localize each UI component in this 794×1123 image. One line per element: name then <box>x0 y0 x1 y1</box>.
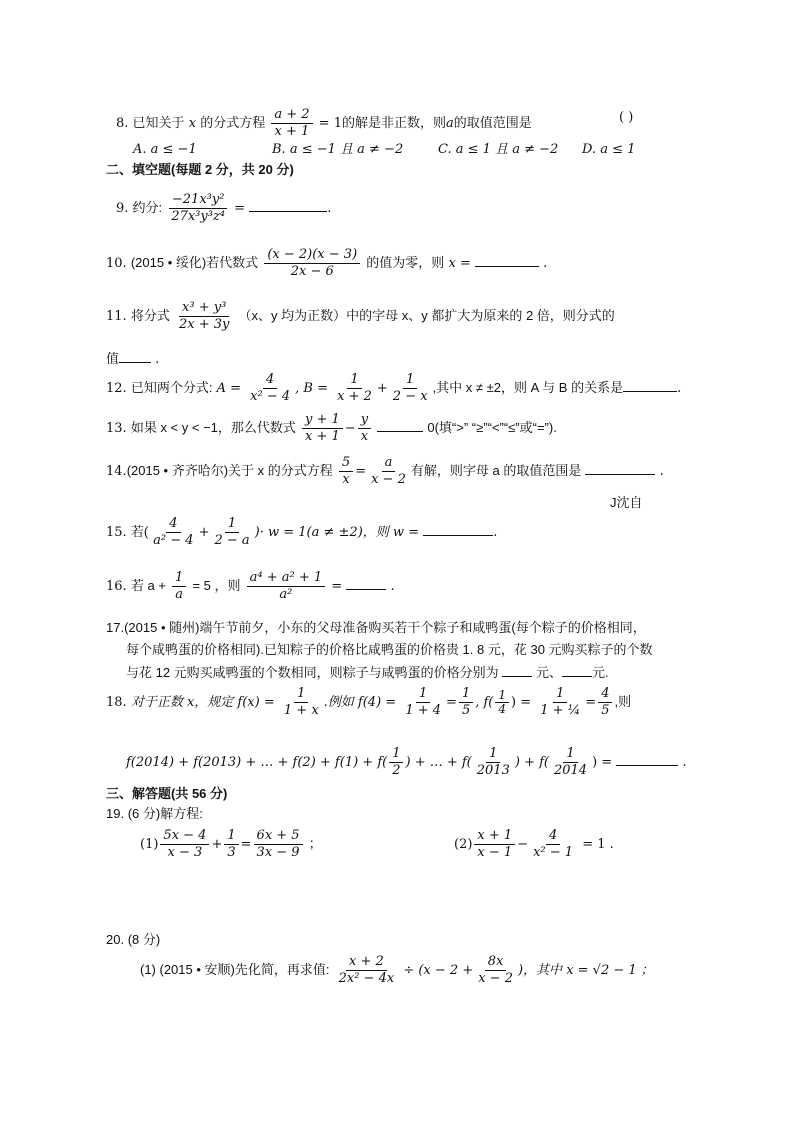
answer-blank[interactable] <box>502 664 532 677</box>
denominator: 2014 <box>553 763 588 778</box>
question-number: 9. <box>116 201 129 216</box>
question-text: 值 <box>106 351 120 366</box>
question-text: 的取值范围是 <box>453 115 532 130</box>
denominator: x − 1 <box>477 845 513 860</box>
operator: − <box>517 837 529 852</box>
question-text: 元、 <box>535 665 562 680</box>
denominator: 2 − a <box>214 533 250 548</box>
fraction <box>402 686 444 719</box>
answer-blank[interactable] <box>119 350 151 363</box>
option-c: C. a ≤ 1 且 a ≠ −2 <box>438 142 559 157</box>
denominator: x + 2 <box>337 389 372 404</box>
numerator: x + 1 <box>474 828 515 845</box>
answer-blank[interactable] <box>585 462 655 475</box>
fraction <box>247 570 326 603</box>
numerator: y + 1 <box>302 412 343 429</box>
question-text: （x、y 均为正数）中的字母 x、y 都扩大为原来的 2 倍，则分式的 <box>238 308 615 323</box>
question-16 <box>106 570 395 603</box>
question-15 <box>106 516 497 549</box>
denominator: 1 + ¼ <box>540 703 581 718</box>
question-11-line2 <box>106 350 159 368</box>
denominator: x + 1 <box>305 429 340 444</box>
fraction <box>474 746 513 779</box>
fraction <box>302 412 343 445</box>
question-20 <box>106 932 160 948</box>
equation-text: A = <box>216 381 242 396</box>
fraction <box>150 516 196 549</box>
numerator: 1 <box>416 686 430 703</box>
equation-text: f(2014) + f(2013) + … + f(2) + f(1) + f( <box>126 755 388 770</box>
variable: x <box>188 116 197 131</box>
question-number: 10. <box>106 256 127 271</box>
question-text: 若( <box>130 524 149 539</box>
punctuation: ； <box>308 837 322 852</box>
denominator: 2x − 6 <box>290 264 334 279</box>
fraction <box>264 247 360 280</box>
fraction <box>475 954 516 987</box>
answer-bracket: ( ) <box>619 110 634 125</box>
equation-text: = <box>234 201 246 216</box>
question-text: (2015 • 绥化)若代数式 <box>130 255 259 270</box>
fraction <box>459 686 473 719</box>
numerator: 1 <box>389 746 403 763</box>
denominator: 1 + x <box>283 703 319 718</box>
equation-text: ) = <box>511 695 532 710</box>
fraction <box>334 372 375 405</box>
question-text: 若 a + <box>130 578 166 593</box>
answer-blank[interactable] <box>475 254 539 267</box>
question-text: ,其中 x ≠ ±2，则 A 与 B 的关系是 <box>432 380 624 395</box>
answer-blank[interactable] <box>623 379 677 392</box>
question-text: 已知两个分式: <box>130 380 213 395</box>
fraction <box>176 300 232 333</box>
question-text: 元. <box>591 665 609 680</box>
numerator: 1 <box>347 372 361 389</box>
denominator: 2013 <box>476 763 510 778</box>
equation-text: ) + f( <box>514 755 549 770</box>
question-8 <box>116 107 532 140</box>
question-number: 20. <box>106 932 125 947</box>
question-19 <box>106 806 203 822</box>
option-d: D. a ≤ 1 <box>582 142 636 157</box>
numerator: x + 2 <box>346 954 387 971</box>
denominator: 27x³y³z⁴ <box>171 209 226 224</box>
fraction <box>474 828 515 861</box>
question-text: 与花 12 元购买咸鸭蛋的个数相同，则粽子与咸鸭蛋的价格分别为 <box>126 665 499 680</box>
denominator: x² − 1 <box>533 845 574 860</box>
denominator: 1 + 4 <box>405 703 442 718</box>
question-17-line2: 每个咸鸭蛋的价格相同).已知粽子的价格比咸鸭蛋的价格贵 1. 8 元，花 30 元购买粽子的个数 <box>126 642 653 657</box>
operator: − <box>344 421 356 436</box>
numerator: a <box>382 455 396 472</box>
denominator: 2x + 3y <box>178 317 230 332</box>
operator: + <box>376 381 388 396</box>
fraction <box>358 412 371 445</box>
answer-blank[interactable] <box>616 753 678 766</box>
denominator: 5 <box>461 703 471 718</box>
question-text: 的解是非正数，则 <box>341 115 446 130</box>
operator: = <box>240 837 252 852</box>
answer-blank[interactable] <box>423 523 493 536</box>
question-number: 17. <box>106 620 125 635</box>
question-text: .例如 f(4) = <box>323 695 397 710</box>
option-b: B. a ≤ −1 且 a ≠ −2 <box>272 142 404 157</box>
denominator: x − 2 <box>478 971 513 986</box>
fraction <box>254 828 303 861</box>
punctuation: . <box>677 381 682 396</box>
question-text: )· w = 1(a ≠ ±2)，则 w = <box>254 525 420 540</box>
part-label: (2) <box>454 837 473 852</box>
numerator: x³ + y³ <box>179 300 229 317</box>
numerator: 4 <box>263 372 277 389</box>
fraction <box>537 686 583 719</box>
denominator: a² − 4 <box>153 533 194 548</box>
denominator: x² − 4 <box>250 389 291 404</box>
denominator: 3x − 9 <box>256 845 300 860</box>
denominator: 2 <box>392 763 401 778</box>
question-text: 如果 x < y < −1，那么代数式 <box>130 420 296 435</box>
punctuation: . <box>493 525 498 540</box>
question-number: 18. <box>106 695 127 710</box>
fraction <box>389 746 403 779</box>
question-number: 13. <box>106 421 127 436</box>
question-text: 约分: <box>132 200 163 215</box>
margin-note: J沈自 <box>610 495 643 510</box>
question-text: (2015 • 随州)端午节前夕，小东的父母准备购买若干个粽子和咸鸭蛋(每个粽子的价格相同， <box>124 620 646 635</box>
question-text: (1) (2015 • 安顺)先化简，再求值: <box>140 962 330 977</box>
numerator: 8x <box>485 954 507 971</box>
fraction <box>368 455 409 488</box>
question-14 <box>106 455 664 488</box>
punctuation: . <box>390 579 395 594</box>
numerator: 1 <box>486 746 500 763</box>
question-17 <box>106 620 646 636</box>
numerator: 5x − 4 <box>160 828 209 845</box>
fraction <box>339 455 353 488</box>
numerator: 1 <box>563 746 577 763</box>
question-text: 0(填“>” “≥”“<”“≤”或“=”). <box>427 420 557 435</box>
question-number: 12. <box>106 381 127 396</box>
operator: + <box>198 525 210 540</box>
question-text: = 5 ，则 <box>192 578 241 593</box>
question-number: 14. <box>106 464 127 479</box>
numerator: 1 <box>495 689 509 703</box>
part-label: (1) <box>140 837 159 852</box>
denominator: a² <box>279 587 293 602</box>
numerator: 6x + 5 <box>254 828 303 845</box>
question-text: 的分式方程 <box>200 115 266 130</box>
numerator: 1 <box>459 686 473 703</box>
question-text: )，其中 x = √2 − 1 ； <box>517 963 654 978</box>
question-number: 11. <box>106 309 127 324</box>
denominator: x − 2 <box>371 472 406 487</box>
fraction <box>551 746 590 779</box>
fraction <box>390 372 431 405</box>
numerator: 4 <box>166 516 180 533</box>
punctuation: . <box>155 352 160 367</box>
numerator: a + 2 <box>271 107 312 124</box>
equation-text: = 1 . <box>582 837 614 852</box>
numerator: 1 <box>553 686 567 703</box>
question-text: 将分式 <box>130 308 170 323</box>
operator: = <box>446 695 457 710</box>
question-text: 有解，则字母 a 的取值范围是 <box>410 463 582 478</box>
numerator: 1 <box>403 372 417 389</box>
denominator: a <box>175 587 184 602</box>
numerator: (x − 2)(x − 3) <box>264 247 360 264</box>
variable: a <box>445 116 454 131</box>
question-19-part2 <box>454 828 614 861</box>
operator: = <box>331 579 343 594</box>
question-text: (2015 • 齐齐哈尔)关于 x 的分式方程 <box>126 463 333 478</box>
question-11 <box>106 300 615 333</box>
question-text: (8 分) <box>127 932 161 947</box>
question-10 <box>106 247 547 280</box>
numerator: y <box>358 412 371 429</box>
punctuation: . <box>543 256 548 271</box>
operator: = <box>355 464 367 479</box>
question-text: 的值为零，则 <box>366 255 445 270</box>
numerator: 4 <box>546 828 560 845</box>
fraction <box>598 686 612 719</box>
numerator: −21x³y² <box>169 192 228 209</box>
fraction <box>211 516 252 549</box>
question-text: 已知关于 <box>132 115 185 130</box>
numerator: a⁴ + a² + 1 <box>247 570 326 587</box>
fraction <box>495 689 509 716</box>
question-13 <box>106 412 557 445</box>
question-18 <box>106 686 631 719</box>
equation-text: = 1 <box>318 116 342 131</box>
answer-blank[interactable] <box>377 419 423 432</box>
denominator: 5 <box>601 703 610 718</box>
punctuation: . <box>682 755 687 770</box>
fraction <box>160 828 209 861</box>
question-text: 对于正数 x，规定 f(x) = <box>130 695 275 710</box>
equation-text: , f( <box>475 695 494 710</box>
question-17-line3 <box>126 664 609 681</box>
fraction <box>530 828 576 861</box>
question-number: 8. <box>116 116 129 131</box>
answer-blank[interactable] <box>346 577 386 590</box>
equation-text: ) = <box>592 755 613 770</box>
section-heading: 二、填空题(每题 2 分，共 20 分) <box>106 162 294 177</box>
fraction <box>336 954 398 987</box>
equation-text: , B = <box>295 381 328 396</box>
fraction <box>247 372 293 405</box>
question-text: ,则 <box>614 694 632 709</box>
operator: = <box>585 695 597 710</box>
question-text: (6 分)解方程: <box>127 806 203 821</box>
punctuation: . <box>659 464 664 479</box>
fraction <box>168 192 228 225</box>
answer-blank[interactable] <box>562 664 592 677</box>
numerator: 1 <box>225 516 239 533</box>
section-heading: 三、解答题(共 56 分) <box>106 786 228 801</box>
denominator: x + 1 <box>274 124 310 139</box>
question-18-line2 <box>126 746 687 779</box>
numerator: 1 <box>294 686 308 703</box>
fraction <box>271 107 312 140</box>
option-a: A. a ≤ −1 <box>133 142 197 157</box>
denominator: 2x² − 4x <box>338 971 395 986</box>
denominator: x <box>342 472 350 487</box>
operator: + <box>211 837 223 852</box>
question-9: 9. 约分: $\frac{\text{−21x³y²}}{\text{27x³y³z⁴}}$ = . <box>116 192 332 224</box>
equation-text: ÷ (x − 2 + <box>403 963 474 978</box>
question-number: 16. <box>106 579 127 594</box>
fraction <box>172 570 186 603</box>
question-number: 15. <box>106 525 127 540</box>
denominator: 4 <box>498 702 507 716</box>
denominator: x <box>360 429 369 444</box>
numerator: 1 <box>224 828 238 845</box>
question-20-part1 <box>140 954 654 987</box>
fraction <box>224 828 238 861</box>
numerator: 4 <box>598 686 612 703</box>
denominator: 2 − x <box>392 389 428 404</box>
question-number: 19. <box>106 806 125 821</box>
numerator: 5 <box>339 455 353 472</box>
denominator: 3 <box>227 845 236 860</box>
equation-text: x = <box>448 256 471 271</box>
question-12 <box>106 372 681 405</box>
fraction <box>281 686 322 719</box>
denominator: x − 3 <box>167 845 203 860</box>
equation-text: ) + … + f( <box>405 755 472 770</box>
question-19-part1 <box>140 828 322 861</box>
answer-blank[interactable] <box>249 199 327 212</box>
numerator: 1 <box>172 570 186 587</box>
